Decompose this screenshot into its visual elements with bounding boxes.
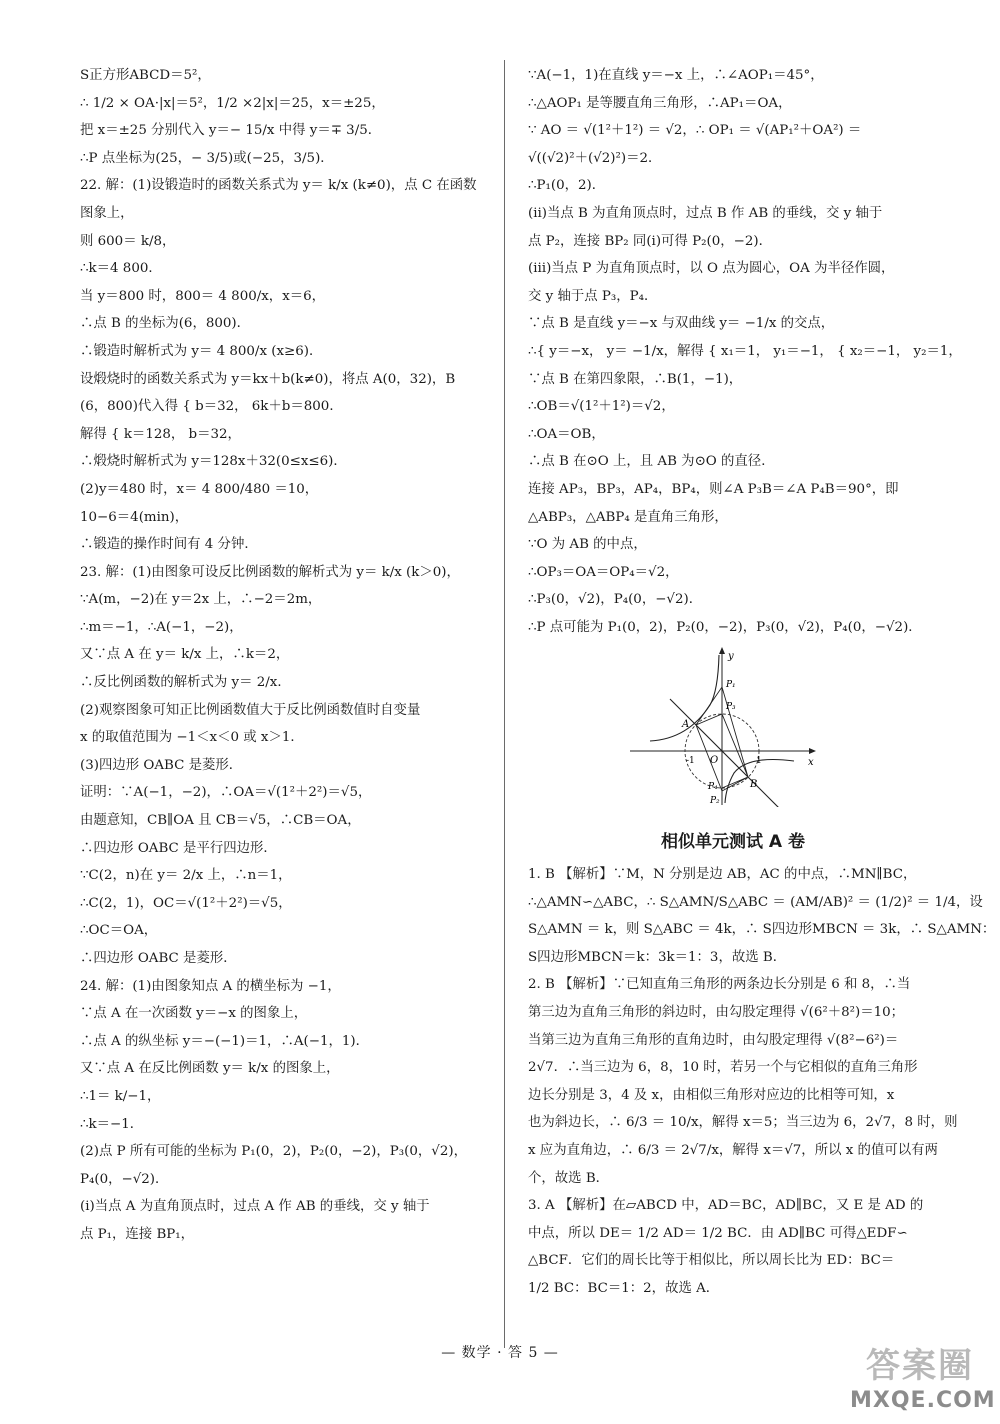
column-divider: [504, 60, 505, 1348]
left-line: 图象上，: [80, 205, 134, 221]
label-p4: P₄: [708, 782, 718, 793]
left-line: (2)观察图象可知正比例函数值大于反比例函数值时自变量: [80, 702, 421, 718]
right-top-line: ∴P₃(0，√2)，P₄(0，−√2)．: [528, 592, 703, 608]
label-p2: P₂: [710, 796, 720, 807]
left-line: ∴点 B 的坐标为(6，800)．: [80, 316, 251, 332]
right-top-line: 连接 AP₃，BP₃，AP₄，BP₄，则∠A P₃B＝∠A P₄B＝90°，即: [528, 481, 899, 497]
hyperbola-lower-right: [725, 760, 794, 804]
label-o: O: [710, 755, 719, 767]
right-top-line: ∵点 B 在第四象限，∴B(1，−1)，: [528, 371, 743, 387]
right-bottom-line: ∴△AMN∽△ABC，∴ S△AMN/S△ABC ＝ (AM/AB)² ＝ (1/2)² ＝ 1/4，设: [528, 894, 983, 910]
right-bottom-line: 边长分别是 3，4 及 x，由相似三角形对应边的比相等可知，x: [528, 1087, 895, 1103]
left-line: ∴四边形 OABC 是菱形．: [80, 951, 237, 966]
left-line: 又∵点 A 在反比例函数 y＝ k/x 的图象上，: [80, 1061, 340, 1077]
right-bottom-line: 中点，所以 DE＝ 1/2 AD＝ 1/2 BC．由 AD∥BC 可得△EDF∽: [528, 1225, 908, 1241]
left-line: ∴C(2，1)，OC＝√(1²＋2²)＝√5，: [80, 895, 292, 911]
y-axis-arrow: [719, 647, 725, 654]
right-top-line: 交 y 轴于点 P₃，P₄．: [528, 288, 658, 304]
right-bottom-line: △BCF．它们的周长比等于相似比，所以周长比为 ED：BC＝: [528, 1253, 895, 1269]
right-bottom-line: S四边形MBCN＝k：3k＝1：3，故选 B．: [528, 949, 787, 965]
right-bottom-line: 2√7．∴当三边为 6，8，10 时，若另一个与它相似的直角三角形: [528, 1060, 918, 1076]
left-column: [80, 62, 485, 1249]
section-title: 相似单元测试 A 卷: [661, 832, 805, 853]
right-bottom-line: 当第三边为直角三角形的直角边时，由勾股定理得 √(8²−6²)＝: [528, 1032, 899, 1048]
left-line: ∴锻造时解析式为 y＝ 4 800/x (x≥6)．: [80, 343, 323, 359]
left-line: 点 P₁，连接 BP₁，: [80, 1226, 195, 1242]
left-line: 又∵点 A 在 y＝ k/x 上，∴k＝2，: [80, 647, 290, 663]
right-top-line: ∴{ y＝−x， y＝ −1/x，解得 { x₁＝1， y₁＝−1， { x₂＝−1， y₂＝1，: [528, 343, 962, 359]
right-bottom-line: 1. B 【解析】∵M，N 分别是边 AB，AC 的中点，∴MN∥BC，: [528, 867, 917, 883]
left-line: ∴点 A 的纵坐标 y＝−(−1)＝1，∴A(−1，1)．: [80, 1033, 369, 1049]
left-line: 10−6＝4(min)，: [80, 509, 189, 525]
left-line: (6，800)代入得 { b＝32， 6k＋b＝800．: [80, 399, 343, 415]
right-top-line: (ⅲ)当点 P 为直角顶点时，以 O 点为圆心，OA 为半径作圆，: [528, 261, 895, 277]
left-line: ∴四边形 OABC 是平行四边形．: [80, 840, 277, 856]
left-line: ∴OC＝OA，: [80, 923, 158, 939]
left-line: 证明：∵A(−1，−2)，∴OA＝√(1²＋2²)＝√5，: [80, 785, 372, 801]
left-line: ∵A(m，−2)在 y＝2x 上，∴−2＝2m，: [80, 592, 322, 608]
watermark-text: 答案圈: [866, 1346, 974, 1386]
left-line: 把 x＝±25 分别代入 y＝− 15/x 中得 y＝∓ 3/5．: [80, 123, 382, 139]
right-bottom-line: S△AMN ＝ k，则 S△ABC ＝ 4k，∴ S四边形MBCN ＝ 3k，∴ S△AMN：: [528, 922, 996, 938]
right-bottom-line: x 应为直角边，∴ 6/3 ＝ 2√7/x，解得 x＝√7，所以 x 的值可以有两: [528, 1143, 938, 1158]
left-line: ∴P 点坐标为(25，− 3/5)或(−25，3/5)．: [80, 150, 334, 166]
similarity-test-answers: [528, 861, 996, 1303]
label-x: x: [808, 757, 814, 769]
left-line: x 的取值范围为 −1＜x＜0 或 x＞1．: [80, 730, 304, 746]
left-line: 24. 解：(1)由图象知点 A 的横坐标为 −1，: [80, 978, 341, 994]
label-a: A: [682, 719, 690, 731]
left-line: ∴m＝−1，∴A(−1，−2)，: [80, 619, 243, 635]
right-top-line: ∵ AO ＝ √(1²＋1²) ＝ √2，∴ OP₁ ＝ √(AP₁²＋OA²) ＝: [528, 123, 862, 139]
left-line: (2)y＝480 时，x＝ 4 800/480 ＝10，: [80, 481, 319, 497]
left-line: ∵点 A 在一次函数 y＝−x 的图象上，: [80, 1006, 308, 1022]
right-top-line: ∴点 B 在⊙O 上，且 AB 为⊙O 的直径．: [528, 454, 775, 470]
left-line: 则 600＝ k/8，: [80, 233, 176, 249]
left-line: ∴1＝ k/−1，: [80, 1088, 161, 1104]
x-axis-arrow: [809, 748, 816, 754]
left-line: 23. 解：(1)由图象可设反比例函数的解析式为 y＝ k/x (k＞0)，: [80, 564, 460, 580]
left-line: ∵C(2，n)在 y＝ 2/x 上，∴n＝1，: [80, 868, 292, 884]
right-top-line: 点 P₂，连接 BP₂ 同(ⅰ)可得 P₂(0，−2)．: [528, 233, 772, 249]
right-column: [528, 62, 996, 1303]
watermark-url: MXQE.COM: [850, 1388, 996, 1413]
left-line: ∴ 1/2 × OA·|x|＝5²，1/2 ×2|x|＝25，x＝±25，: [80, 95, 385, 111]
left-line: P₄(0，−√2)．: [80, 1171, 169, 1187]
right-top-line: ∴△AOP₁ 是等腰直角三角形，∴AP₁＝OA，: [528, 95, 792, 111]
label-one: 1: [756, 756, 762, 767]
right-top-line: ∵O 为 AB 的中点，: [528, 537, 647, 553]
left-line: ∴反比例函数的解析式为 y＝ 2/x．: [80, 675, 291, 691]
left-line: ∴锻造的操作时间有 4 分钟．: [80, 537, 258, 553]
left-line: (3)四边形 OABC 是菱形．: [80, 757, 243, 773]
right-bottom-line: 也为斜边长，∴ 6/3 ＝ 10/x，解得 x＝5；当三边为 6，2√7，8 时，则: [528, 1115, 958, 1131]
left-line: 22. 解：(1)设锻造时的函数关系式为 y＝ k/x (k≠0)，点 C 在函数: [80, 178, 477, 194]
right-top-line: ∴OA＝OB，: [528, 426, 605, 442]
left-line: (ⅰ)当点 A 为直角顶点时，过点 A 作 AB 的垂线，交 y 轴于: [80, 1199, 430, 1215]
page-footer: — 数学 · 答 5 —: [441, 1345, 559, 1361]
label-y: y: [728, 651, 734, 663]
left-line: 当 y＝800 时，800＝ 4 800/x，x＝6，: [80, 288, 326, 304]
right-top-line: ∴OB＝√(1²＋1²)＝√2，: [528, 399, 675, 415]
left-line: ∴k＝−1．: [80, 1116, 144, 1132]
right-top-line: ∵A(−1，1)在直线 y＝−x 上，∴∠AOP₁＝45°，: [528, 68, 824, 83]
line-y-neg-x: [670, 699, 796, 807]
right-top-line: △ABP₃，△ABP₄ 是直角三角形，: [528, 509, 728, 525]
right-bottom-line: 1/2 BC：BC＝1：2，故选 A．: [528, 1280, 720, 1296]
label-p3: P₃: [726, 702, 736, 713]
right-bottom-line: 3. A 【解析】在▱ABCD 中，AD＝BC，AD∥BC，又 E 是 AD 的: [528, 1198, 924, 1214]
right-top-line: ∴P 点可能为 P₁(0，2)，P₂(0，−2)，P₃(0，√2)，P₄(0，−√2)．: [528, 619, 922, 635]
right-top-line: ∵点 B 是直线 y＝−x 与双曲线 y＝ −1/x 的交点，: [528, 316, 835, 332]
label-p1: P₁: [726, 680, 736, 691]
right-bottom-line: 个，故选 B．: [528, 1170, 610, 1186]
left-line: 解得 { k＝128， b＝32，: [80, 426, 241, 442]
right-top-line: (ⅱ)当点 B 为直角顶点时，过点 B 作 AB 的垂线，交 y 轴于: [528, 205, 883, 221]
right-top-line: ∴P₁(0，2)．: [528, 178, 606, 194]
right-top-line: √((√2)²＋(√2)²)＝2．: [528, 150, 662, 166]
label-neg1: -1: [686, 756, 695, 767]
left-line: 由题意知，CB∥OA 且 CB＝√5，∴CB＝OA，: [80, 813, 361, 829]
right-bottom-line: 2. B 【解析】∵已知直角三角形的两条边长分别是 6 和 8，∴当: [528, 977, 911, 993]
solution-24-continued: [528, 62, 962, 641]
right-top-line: ∴OP₃＝OA＝OP₄＝√2，: [528, 564, 679, 580]
left-line: ∴k＝4 800．: [80, 261, 162, 277]
hyperbola-circle-figure: [630, 647, 820, 807]
left-line: (2)点 P 所有可能的坐标为 P₁(0，2)，P₂(0，−2)，P₃(0，√2)，: [80, 1144, 467, 1160]
label-b: B: [750, 779, 758, 791]
left-line: ∴煅烧时解析式为 y＝128x＋32(0≤x≤6)．: [80, 454, 347, 470]
watermark-logo: [850, 1336, 996, 1420]
left-line: 设煅烧时的函数关系式为 y＝kx＋b(k≠0)，将点 A(0，32)，B: [80, 371, 456, 387]
right-bottom-line: 第三边为直角三角形的斜边时，由勾股定理得 √(6²＋8²)＝10；: [528, 1005, 905, 1021]
left-line: S正方形ABCD＝5²，: [80, 68, 211, 83]
